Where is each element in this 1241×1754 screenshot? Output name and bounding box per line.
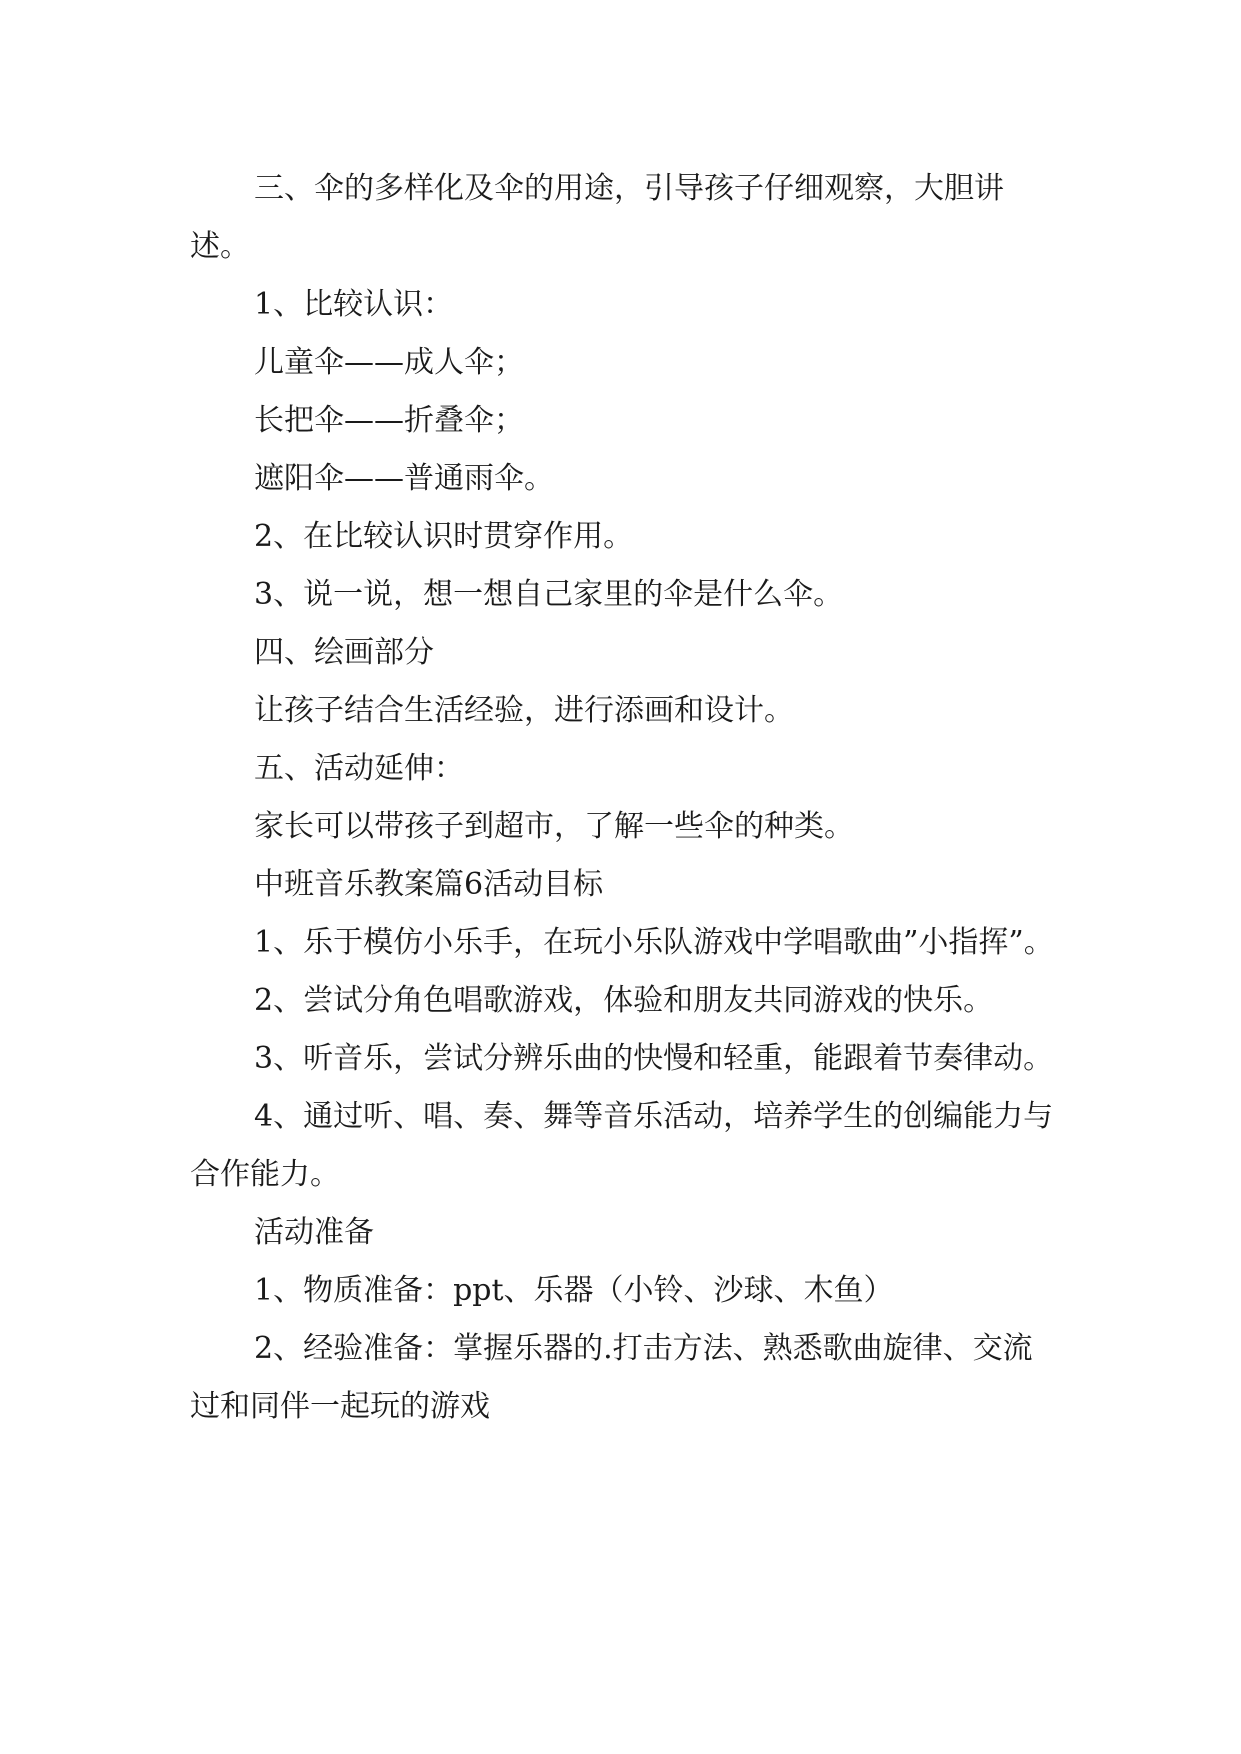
paragraph-extension: 家长可以带孩子到超市，了解一些伞的种类。 [254,809,854,844]
document-body [190,160,1058,1436]
paragraph-step-3: 3、说一说，想一想自己家里的伞是什么伞。 [254,577,844,612]
paragraph-goal-2: 2、尝试分角色唱歌游戏，体验和朋友共同游戏的快乐。 [254,983,994,1018]
paragraph-section-3: 三、伞的多样化及伞的用途，引导孩子仔细观察，大胆讲述。 [190,171,1004,264]
paragraph-compare-heading: 1、比较认识： [254,287,454,322]
paragraph-preparation-1: 1、物质准备：ppt、乐器（小铃、沙球、木鱼） [254,1273,894,1308]
paragraph-step-2: 2、在比较认识时贯穿作用。 [254,519,634,554]
paragraph-goal-1: 1、乐于模仿小乐手，在玩小乐队游戏中学唱歌曲”小指挥”。 [254,925,1054,960]
paragraph-preparation-heading: 活动准备 [254,1215,374,1250]
paragraph-compare-item-2: 长把伞——折叠伞； [254,403,524,438]
paragraph-goal-4: 4、通过听、唱、奏、舞等音乐活动，培养学生的创编能力与合作能力。 [190,1099,1054,1192]
paragraph-compare-item-1: 儿童伞——成人伞； [254,345,524,380]
paragraph-preparation-2: 2、经验准备：掌握乐器的.打击方法、熟悉歌曲旋律、交流过和同伴一起玩的游戏 [190,1331,1033,1424]
paragraph-section-4: 四、绘画部分 [254,635,434,670]
paragraph-drawing: 让孩子结合生活经验，进行添画和设计。 [254,693,794,728]
paragraph-goal-3: 3、听音乐，尝试分辨乐曲的快慢和轻重，能跟着节奏律动。 [254,1041,1054,1076]
paragraph-lesson-6-title: 中班音乐教案篇6活动目标 [254,867,604,902]
paragraph-compare-item-3: 遮阳伞——普通雨伞。 [254,461,554,496]
paragraph-section-5: 五、活动延伸： [254,751,464,786]
